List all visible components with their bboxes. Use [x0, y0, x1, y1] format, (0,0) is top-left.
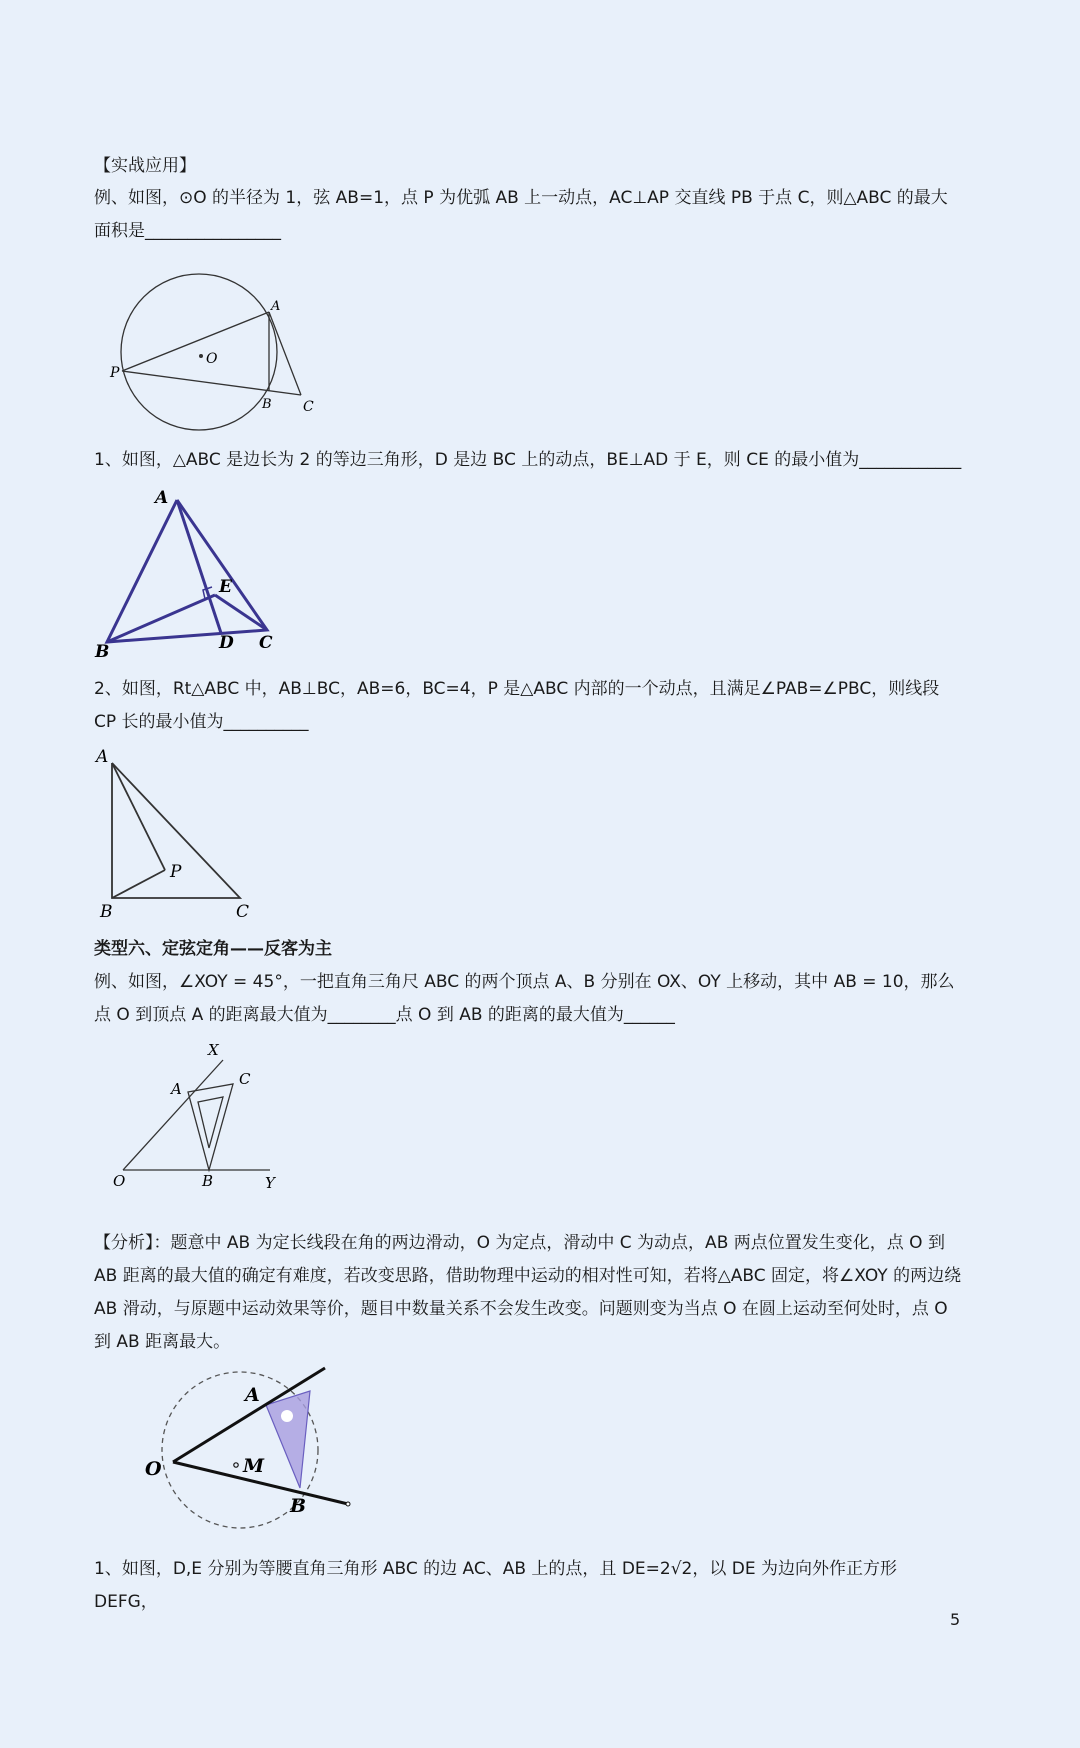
figure-angle-set-square — [105, 1040, 295, 1200]
figure-circle-triangle — [110, 270, 320, 440]
label-C: C — [236, 902, 250, 922]
problem-1-statement: 1、如图，△ABC 是边长为 2 的等边三角形，D 是边 BC 上的动点，BE⊥AD 于 E，则 CE 的最小值为 — [94, 450, 860, 470]
label-A: A — [155, 488, 169, 508]
label-O: O — [206, 351, 218, 367]
label-M: M — [243, 1455, 265, 1477]
label-X: X — [208, 1041, 219, 1059]
problem-2-statement: 2、如图，Rt△ABC 中，AB⊥BC，AB=6，BC=4，P 是△ABC 内部的一个动点，且满足∠PAB=∠PBC，则线段 CP 长的最小值为 — [94, 679, 940, 732]
answer-blank: __________ — [223, 712, 309, 732]
label-D: D — [219, 633, 234, 653]
figure-dashed-circle — [135, 1360, 375, 1530]
label-C: C — [259, 633, 273, 653]
answer-blank: ________________ — [145, 221, 281, 241]
label-Y: Y — [265, 1174, 275, 1192]
label-C: C — [303, 399, 314, 415]
example-1-statement: 例、如图，⊙O 的半径为 1，弦 AB=1，点 P 为优弧 AB 上一动点，AC⊥AP 交直线 PB 于点 C，则△ABC 的最大面积是 — [94, 188, 948, 241]
label-P: P — [110, 365, 120, 381]
type-6-statement-part1: 例、如图，∠XOY = 45°，一把直角三角尺 ABC 的两个顶点 A、B 分别在 OX、OY 上移动，其中 AB = 10，那么点 O 到顶点 A 的距离最大值为 — [94, 972, 955, 1025]
label-O: O — [113, 1172, 126, 1190]
label-E: E — [219, 577, 232, 597]
label-B: B — [262, 397, 272, 412]
answer-blank: ____________ — [859, 450, 962, 470]
problem-3-text: 1、如图，D,E 分别为等腰直角三角形 ABC 的边 AC、AB 上的点，且 DE=2√2，以 DE 为边向外作正方形 DEFG， — [94, 1559, 898, 1612]
example-1-text — [94, 182, 964, 248]
label-C: C — [239, 1070, 251, 1088]
answer-blank-1: ________ — [327, 1005, 396, 1025]
analysis-text: 【分析】：题意中 AB 为定长线段在角的两边滑动，O 为定点，滑动中 C 为动点，AB 两点位置发生变化，点 O 到 AB 距离的最大值的确定有难度，若改变思路，借助物理中运动的相对性可知，若将△ABC 固定，将∠XOY 的两边绕 AB 滑动，与原题中运动效果等价，题目中数量关系不会发生改变。问题则变为当点 O 在圆上运动至何处时，点 O 到 AB 距离最大。 — [94, 1233, 962, 1352]
label-B: B — [95, 642, 110, 662]
label-B: B — [290, 1495, 307, 1517]
label-P: P — [170, 862, 182, 882]
label-A: A — [171, 1080, 182, 1098]
label-A: A — [245, 1384, 260, 1406]
label-B: B — [202, 1172, 214, 1190]
label-B: B — [100, 902, 113, 922]
type-6-example — [94, 966, 964, 1032]
label-O: O — [145, 1458, 162, 1480]
answer-blank-2: ______ — [623, 1005, 675, 1025]
label-A: A — [96, 747, 109, 767]
figure-equilateral-triangle — [95, 490, 285, 660]
problem-1-text — [94, 444, 964, 477]
label-A: A — [271, 299, 281, 314]
problem-2-text — [94, 673, 964, 739]
page-number: 5 — [950, 1610, 961, 1629]
figure-right-triangle — [92, 745, 262, 925]
section-heading-practice: 【实战应用】 — [94, 156, 196, 176]
type-6-statement-part2: 点 O 到 AB 的距离的最大值为 — [395, 1005, 624, 1025]
type-6-heading: 类型六、定弦定角——反客为主 — [94, 939, 332, 959]
